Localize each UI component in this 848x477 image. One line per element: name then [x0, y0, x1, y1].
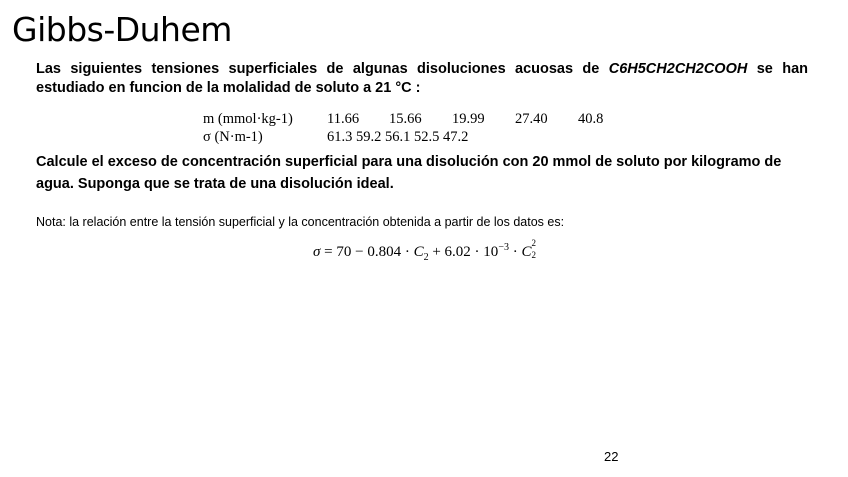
eq-plus: + 6.02 · 10: [428, 244, 499, 260]
molality-value: 40.8: [578, 111, 604, 127]
eq-supsub: [531, 238, 539, 260]
molality-row: [203, 110, 641, 128]
compound-formula: C6H5CH2CH2COOH: [608, 61, 748, 77]
eq-mid: = 70 − 0.804 ·: [320, 244, 414, 260]
surface-tension-row: [203, 128, 641, 146]
eq-sub: 2: [423, 252, 429, 263]
eq-exp: −3: [498, 242, 509, 253]
eq-square: 2: [531, 238, 536, 248]
slide-title: Gibbs-Duhem: [12, 10, 232, 49]
molality-label: m (mmol·kg-1): [203, 111, 293, 127]
note-text: Nota: la relación entre la tensión superficial y la concentración obtenida a partir de los datos es:: [36, 215, 565, 229]
eq-sub2: 2: [531, 250, 536, 260]
surface-tension-label: σ (N·m-1): [203, 129, 263, 145]
problem-intro: [36, 60, 808, 98]
page-number: 22: [604, 449, 619, 464]
molality-value: 27.40: [515, 111, 548, 127]
data-table: [203, 110, 641, 146]
question-text: Calcule el exceso de concentración superficial para una disolución con 20 mmol de soluto por kilogramo de agua. Suponga que se trata de una disolución ideal.: [36, 154, 782, 192]
molality-value: 15.66: [389, 111, 422, 127]
intro-text-b: se han estudiado en funcion de la molalidad de soluto a 21 °C :: [36, 61, 808, 96]
intro-text-a: Las siguientes tensiones superficiales de algunas disoluciones acuosas de: [36, 61, 609, 77]
surface-tension-equation: [313, 238, 539, 263]
surface-tension-values: 61.3 59.2 56.1 52.5 47.2: [327, 129, 469, 145]
eq-c: C: [413, 244, 424, 260]
eq-sigma: σ: [313, 244, 321, 260]
molality-value: 19.99: [452, 111, 485, 127]
molality-value: 11.66: [327, 111, 360, 127]
eq-c2: C: [521, 244, 532, 260]
eq-dot: ·: [508, 244, 522, 260]
